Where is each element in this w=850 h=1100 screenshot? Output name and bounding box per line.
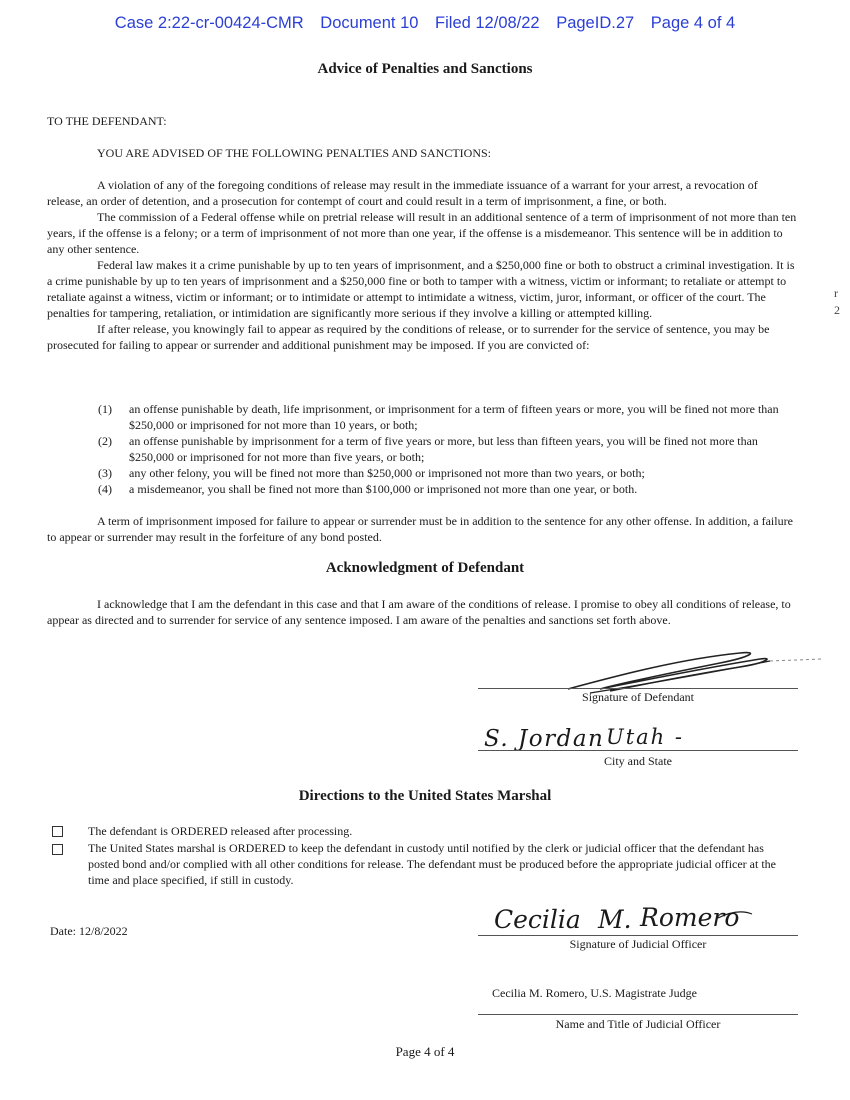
city-state-label: City and State	[604, 754, 672, 768]
page-id: PageID.27	[556, 14, 635, 32]
conviction-list	[98, 401, 788, 497]
margin-mark: r	[834, 286, 838, 300]
judge-name-label: Name and Title of Judicial Officer	[555, 1017, 721, 1031]
penalty-paragraph-1: A violation of any of the foregoing conditions of release may result in the immediate issuance of a warrant for your arrest, a revocation of release, an order of detention, and a prosecution for contempt of court and could result in a term of imprisonment, a fine, or both.	[47, 178, 758, 208]
case-number: Case 2:22-cr-00424-CMR	[114, 14, 304, 32]
svg-text:M.: M.	[598, 905, 632, 934]
case-header	[0, 14, 850, 33]
page-indicator: Page 4 of 4	[650, 14, 736, 32]
penalty-paragraph-5: A term of imprisonment imposed for failure to appear or surrender must be in addition to the sentence for any other offense. In addition, a failure to appear or surrender may result in the forfeiture of any bond posted.	[47, 514, 793, 544]
acknowledgment-title: Acknowledgment of Defendant	[325, 560, 525, 576]
margin-mark: 2	[834, 303, 840, 317]
svg-text:Cecilia: Cecilia	[494, 905, 581, 934]
svg-text:Romero: Romero	[640, 903, 740, 932]
custody-option-text: The United States marshal is ORDERED to keep the defendant in custody until notified by the clerk or judicial officer that the defendant has posted bond and/or complied with all other conditions for release. The defendant must be produced before the appropriate judicial officer at the time and place specified, if still in custody.	[88, 841, 776, 887]
list-item-text: an offense punishable by death, life imprisonment, or imprisonment for a term of fifteen years or more, you will be fined not more than $250,000 or imprisoned for not more than 10 years, or both;	[129, 402, 779, 432]
marshal-title: Directions to the United States Marshal	[298, 788, 552, 804]
penalty-paragraph-3: Federal law makes it a crime punishable by up to ten years of imprisonment, and a $250,000 fine or both to obstruct a criminal investigation. It is a crime punishable by up to ten years of imprisonment and a $250,000 fine or both to tamper with a witness, victim or informant; to retaliate or attempt to retaliate against a witness, victim or informant; or to intimidate or attempt to intimidate a witness, victim, juror, informant, or officer of the court. The penalties for tampering, retaliation, or intimidation are significantly more serious if they involve a killing or attempted killing.	[47, 258, 795, 320]
to-defendant: TO THE DEFENDANT:	[47, 114, 167, 128]
penalty-paragraph-4: If after release, you knowingly fail to appear as required by the conditions of release, or to surrender for the service of sentence, you may be prosecuted for failing to appear or surrender and additional punishment may be imposed. If you are convicted of:	[47, 322, 770, 352]
list-item-number: (2)	[98, 434, 112, 448]
date-label: Date:	[50, 924, 76, 938]
penalties-title: Advice of Penalties and Sanctions	[317, 61, 533, 77]
advised-heading: YOU ARE ADVISED OF THE FOLLOWING PENALTIES AND SANCTIONS:	[97, 146, 492, 160]
release-option-text: The defendant is ORDERED released after processing.	[88, 824, 353, 838]
filed-date: Filed 12/08/22	[435, 14, 540, 32]
judge-name-line	[478, 1014, 798, 1015]
penalty-paragraph-2: The commission of a Federal offense while on pretrial release will result in an additional sentence of a term of imprisonment of not more than ten years, if the offense is a felony; or a term of imprisonment of not more than one year, if the offense is a misdemeanor. This sentence will be in addition to any other sentence.	[47, 210, 797, 256]
custody-checkbox[interactable]	[52, 844, 63, 855]
list-item-number: (4)	[98, 482, 112, 496]
list-item	[98, 481, 788, 497]
judge-signature-image	[490, 898, 760, 938]
list-item-text: a misdemeanor, you shall be fined not more than $100,000 or imprisoned not more than one year, or both.	[129, 482, 638, 496]
signature-label: Signature of Defendant	[582, 690, 694, 704]
judge-signature-line	[478, 935, 798, 936]
svg-text:Utah -: Utah -	[606, 725, 684, 749]
page-footer: Page 4 of 4	[395, 1044, 455, 1059]
list-item-text: any other felony, you will be fined not more than $250,000 or imprisoned not more than two years, or both;	[129, 466, 645, 480]
city-handwriting-image	[478, 715, 718, 755]
list-item	[98, 465, 788, 481]
judge-name: Cecilia M. Romero, U.S. Magistrate Judge	[492, 986, 697, 1000]
judge-signature-label: Signature of Judicial Officer	[569, 937, 707, 951]
list-item-number: (1)	[98, 402, 112, 416]
date-field	[50, 923, 128, 939]
list-item-number: (3)	[98, 466, 112, 480]
list-item-text: an offense punishable by imprisonment for a term of five years or more, but less than fifteen years, you will be fined not more than $250,000 or imprisoned for not more than five years, or both;	[129, 434, 758, 464]
acknowledgment-paragraph: I acknowledge that I am the defendant in this case and that I am aware of the conditions of release. I promise to obey all conditions of release, to appear as directed and to surrender for service of any sentence imposed. I am aware of the penalties and sanctions set forth above.	[47, 597, 791, 627]
release-checkbox[interactable]	[52, 826, 63, 837]
penalties-body	[47, 177, 797, 353]
acknowledgment-body	[47, 596, 797, 628]
svg-text:S. Jordan: S. Jordan	[484, 726, 605, 752]
failure-paragraph	[47, 513, 797, 545]
city-state-line	[478, 750, 798, 751]
date-value: 12/8/2022	[79, 924, 128, 938]
defendant-signature-line	[478, 688, 798, 689]
document-number: Document 10	[320, 14, 419, 32]
list-item	[98, 401, 788, 433]
list-item	[98, 433, 788, 465]
